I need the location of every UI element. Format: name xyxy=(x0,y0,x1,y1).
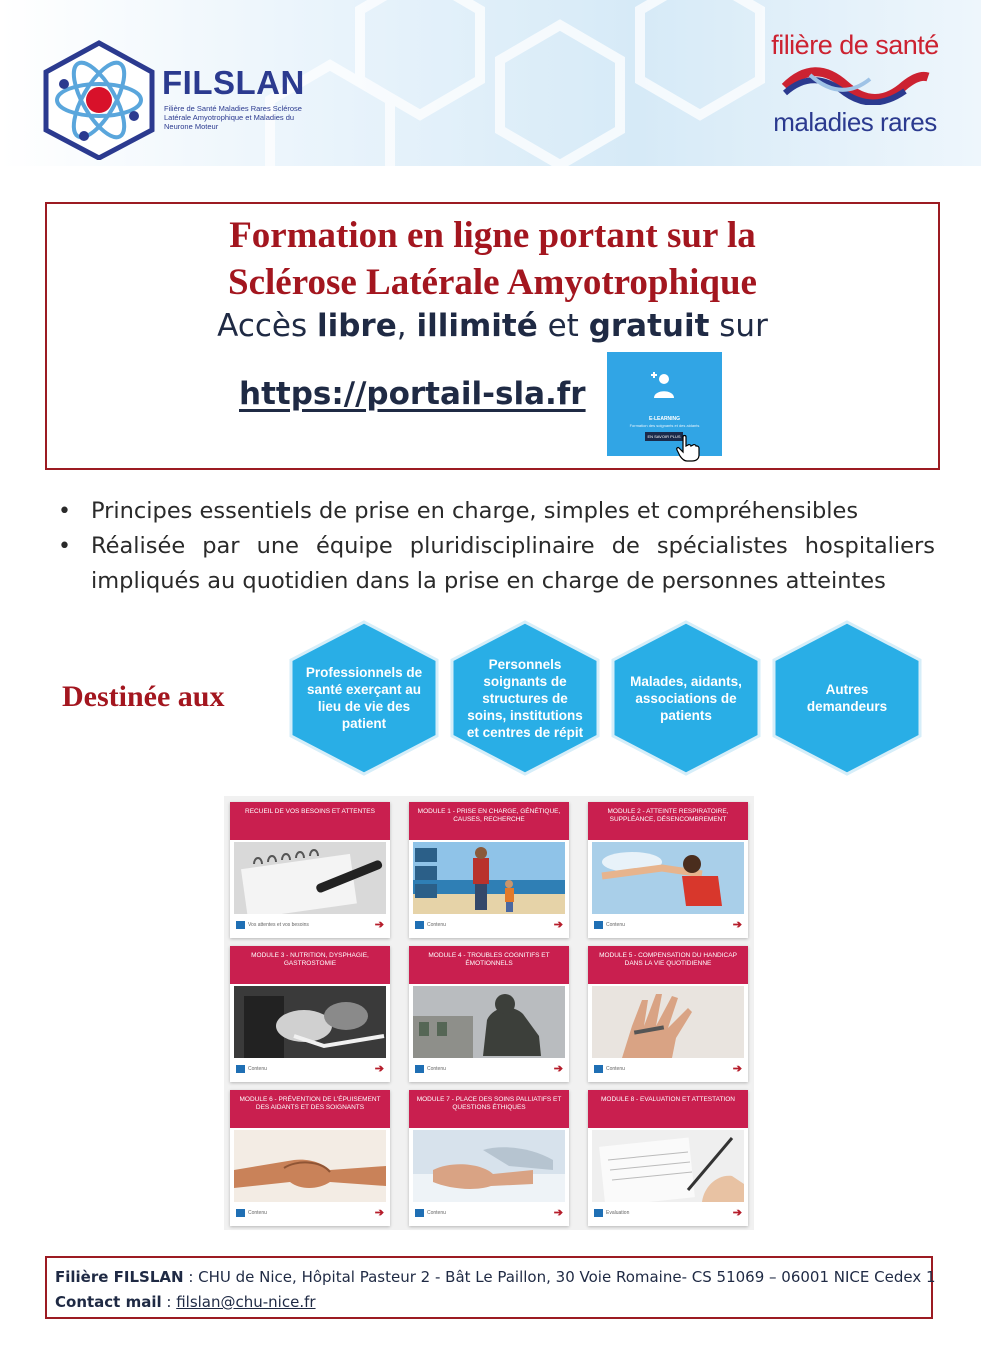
module-card-recueil[interactable] xyxy=(230,802,390,938)
course-title-line1: Formation en ligne portant sur la xyxy=(229,215,756,256)
module-card-4[interactable] xyxy=(409,946,569,1082)
elearning-badge-title: E-LEARNING xyxy=(648,416,681,422)
access-sep1: , xyxy=(396,308,417,344)
audience-hex-text: Personnels soignants de structures de soins, institutions et centres de répit xyxy=(466,656,584,740)
module-card-footer-text: Contenu xyxy=(248,1066,267,1072)
module-card-title: MODULE 7 - PLACE DES SOINS PALLIATIFS ET QUESTIONS ÉTHIQUES xyxy=(409,1090,569,1128)
module-card-footer-text: Contenu xyxy=(606,1066,625,1072)
module-card-title: MODULE 8 - EVALUATION ET ATTESTATION xyxy=(588,1090,748,1128)
audience-hex-autres xyxy=(768,618,926,778)
module-card-footer xyxy=(592,1062,744,1076)
arrow-right-icon[interactable]: ➔ xyxy=(553,1063,563,1075)
feature-bullet-list xyxy=(55,494,935,599)
pointer-hand-icon xyxy=(675,434,701,462)
document-icon xyxy=(594,921,603,929)
footer-address: : CHU de Nice, Hôpital Pasteur 2 - Bât Le Paillon, 30 Voie Romaine- CS 51069 – 06001 NICE Cedex 1 xyxy=(183,1268,936,1286)
thinker-statue-image xyxy=(413,986,565,1058)
contact-email-link[interactable]: filslan@chu-nice.fr xyxy=(176,1293,316,1311)
document-icon xyxy=(236,1209,245,1217)
bw-hands-photo-image xyxy=(234,986,386,1058)
module-card-footer xyxy=(234,1062,386,1076)
audience-hex-malades xyxy=(607,618,765,778)
module-card-8[interactable] xyxy=(588,1090,748,1226)
arrow-right-icon[interactable]: ➔ xyxy=(732,1207,742,1219)
document-icon xyxy=(236,921,245,929)
document-icon xyxy=(236,1065,245,1073)
clasped-hands-image xyxy=(234,1130,386,1202)
audience-hex-text: Malades, aidants, associations de patients xyxy=(630,673,742,723)
access-line xyxy=(47,308,938,344)
module-card-footer-text: Contenu xyxy=(427,1210,446,1216)
course-title-line2: Sclérose Latérale Amyotrophique xyxy=(228,262,757,303)
beach-father-child-image xyxy=(413,842,565,914)
access-suffix: sur xyxy=(709,308,768,344)
module-card-title: MODULE 5 - COMPENSATION DU HANDICAP DANS LA VIE QUOTIDIENNE xyxy=(588,946,748,984)
audience-hex-personnels xyxy=(446,618,604,778)
writing-signature-image xyxy=(592,1130,744,1202)
module-card-footer xyxy=(234,918,386,932)
module-card-6[interactable] xyxy=(230,1090,390,1226)
bullet-text: Principes essentiels de prise en charge, simples et compréhensibles xyxy=(91,498,859,524)
module-card-title: MODULE 2 - ATTEINTE RESPIRATOIRE, SUPPLÉANCE, DÉSENCOMBREMENT xyxy=(588,802,748,840)
footer-org-label: Filière FILSLAN xyxy=(55,1268,184,1286)
module-card-footer-text: Contenu xyxy=(248,1210,267,1216)
filslan-logo-title: FILSLAN xyxy=(162,64,305,101)
module-card-1[interactable] xyxy=(409,802,569,938)
module-card-footer xyxy=(592,1206,744,1220)
atom-hexagon-icon xyxy=(40,40,158,160)
filiere-logo-line1: filière de santé xyxy=(771,30,939,60)
document-icon xyxy=(594,1065,603,1073)
breathing-woman-image xyxy=(592,842,744,914)
bullet-dot-icon: • xyxy=(58,534,71,559)
module-card-title: RECUEIL DE VOS BESOINS ET ATTENTES xyxy=(230,802,390,840)
module-card-footer xyxy=(413,918,565,932)
contact-footer-box xyxy=(45,1256,936,1319)
audience-hex-text: Autres demandeurs xyxy=(806,682,888,714)
access-prefix: Accès xyxy=(217,308,317,344)
written-hand-image xyxy=(592,986,744,1058)
module-card-footer xyxy=(413,1062,565,1076)
footer-contact-sep: : xyxy=(161,1293,177,1311)
wave-ribbon-icon xyxy=(780,65,930,105)
arrow-right-icon[interactable]: ➔ xyxy=(732,919,742,931)
bullet-dot-icon: • xyxy=(58,499,71,524)
module-card-3[interactable] xyxy=(230,946,390,1082)
footer-contact-label: Contact mail xyxy=(55,1293,162,1311)
bullet-text: Réalisée par une équipe pluridisciplinaire de spécialistes hospitaliers impliqués au quotidien dans la prise en charge de personnes atteintes xyxy=(91,533,935,594)
access-word-illimite: illimité xyxy=(416,308,538,344)
access-word-gratuit: gratuit xyxy=(588,308,710,344)
footer-contact-line xyxy=(55,1290,923,1315)
filslan-logo[interactable] xyxy=(40,40,310,160)
arrow-right-icon[interactable]: ➔ xyxy=(374,1207,384,1219)
module-card-footer-text: Contenu xyxy=(427,1066,446,1072)
elearning-more-button[interactable]: EN SAVOIR PLUS xyxy=(645,432,683,441)
users-icon xyxy=(648,370,680,402)
bullet-item xyxy=(55,529,935,599)
filiere-logo-line2: maladies rares xyxy=(773,107,937,137)
arrow-right-icon[interactable]: ➔ xyxy=(553,919,563,931)
footer-address-line xyxy=(55,1265,936,1290)
module-card-2[interactable] xyxy=(588,802,748,938)
care-hands-image xyxy=(413,1130,565,1202)
elearning-badge-caption: Formation des soignants et des aidants xyxy=(629,423,700,428)
notebook-pen-image xyxy=(234,842,386,914)
audience-hex-text: Professionnels de santé exerçant au lieu de vie des patient xyxy=(305,665,423,731)
arrow-right-icon[interactable]: ➔ xyxy=(374,1063,384,1075)
module-card-7[interactable] xyxy=(409,1090,569,1226)
filslan-logo-subtitle: Filière de Santé Maladies Rares Sclérose Latérale Amyotrophique et Maladies du Neurone Moteur xyxy=(164,104,302,131)
module-grid xyxy=(224,796,754,1230)
bullet-item xyxy=(55,494,935,529)
audience-label: Destinée aux xyxy=(62,680,225,713)
module-card-title: MODULE 6 - PRÉVENTION DE L'ÉPUISEMENT DES AIDANTS ET DES SOIGNANTS xyxy=(230,1090,390,1128)
course-info-box xyxy=(45,202,940,470)
module-card-footer xyxy=(592,918,744,932)
portal-url-link[interactable]: https://portail-sla.fr xyxy=(239,376,586,412)
module-card-footer-text: Contenu xyxy=(427,922,446,928)
elearning-badge[interactable] xyxy=(607,352,722,456)
document-icon xyxy=(415,1065,424,1073)
arrow-right-icon[interactable]: ➔ xyxy=(732,1063,742,1075)
module-card-footer xyxy=(413,1206,565,1220)
module-card-footer-text: Contenu xyxy=(606,922,625,928)
arrow-right-icon[interactable]: ➔ xyxy=(553,1207,563,1219)
document-icon xyxy=(415,921,424,929)
checkmark-icon xyxy=(594,1209,603,1217)
access-word-libre: libre xyxy=(316,308,397,344)
header-banner xyxy=(0,0,981,166)
module-card-footer xyxy=(234,1206,386,1220)
module-card-5[interactable] xyxy=(588,946,748,1082)
audience-hex-professionnels xyxy=(285,618,443,778)
module-card-footer-text: Vos attentes et vos besoins xyxy=(248,922,309,928)
access-sep2: et xyxy=(537,308,589,344)
module-card-title: MODULE 1 - PRISE EN CHARGE, GÉNÉTIQUE, CAUSES, RECHERCHE xyxy=(409,802,569,840)
module-card-footer-text: Evaluation xyxy=(606,1210,630,1216)
module-card-title: MODULE 4 - TROUBLES COGNITIFS ET ÉMOTIONNELS xyxy=(409,946,569,984)
arrow-right-icon[interactable]: ➔ xyxy=(374,919,384,931)
module-card-title: MODULE 3 - NUTRITION, DYSPHAGIE, GASTROSTOMIE xyxy=(230,946,390,984)
filiere-maladies-rares-logo[interactable] xyxy=(770,30,940,150)
document-icon xyxy=(415,1209,424,1217)
